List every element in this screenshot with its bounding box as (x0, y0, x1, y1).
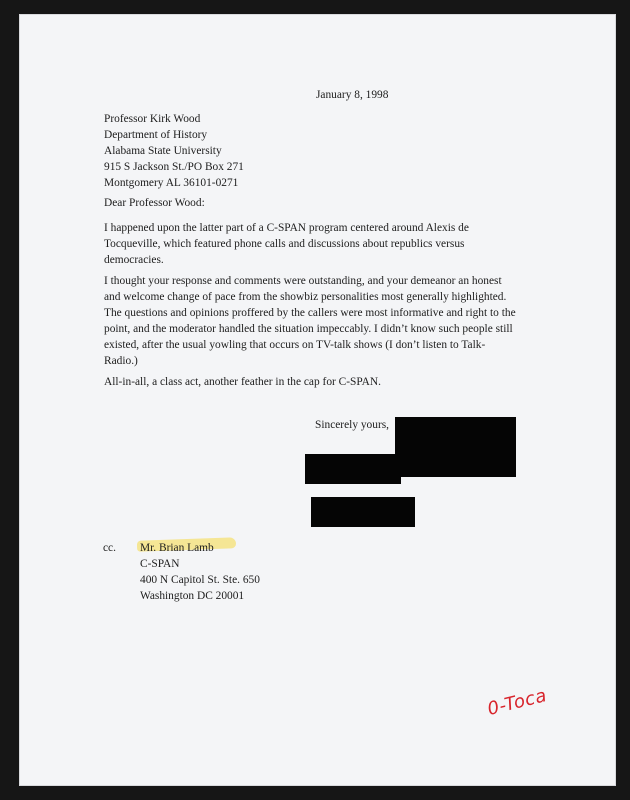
letter-page (19, 14, 616, 786)
redaction-name (305, 454, 401, 484)
paragraph-line: democracies. (104, 254, 164, 266)
recipient-line: Alabama State University (104, 145, 222, 157)
recipient-line: Professor Kirk Wood (104, 113, 201, 125)
paragraph-line: I thought your response and comments were outstanding, and your demeanor an honest (104, 275, 502, 287)
paragraph-line: The questions and opinions proffered by the callers were most informative and right to the (104, 307, 516, 319)
greeting: Dear Professor Wood: (104, 197, 205, 209)
paragraph-2 (104, 273, 516, 369)
cc-label: cc. (103, 542, 116, 554)
paragraph-line: I happened upon the latter part of a C-SPAN program centered around Alexis de (104, 222, 469, 234)
paragraph-line: existed, after the usual yowling that occurs on TV-talk shows (I don’t listen to Talk- (104, 339, 486, 351)
cc-line: 400 N Capitol St. Ste. 650 (140, 574, 260, 586)
paragraph-line: Radio.) (104, 355, 138, 367)
cc-address (140, 540, 260, 604)
paragraph-1 (104, 220, 469, 268)
cc-line: C-SPAN (140, 558, 180, 570)
recipient-line: Department of History (104, 129, 208, 141)
recipient-line: 915 S Jackson St./PO Box 271 (104, 161, 244, 173)
recipient-address (104, 111, 244, 191)
cc-line: Washington DC 20001 (140, 590, 245, 602)
letter-date: January 8, 1998 (316, 89, 389, 101)
paragraph-3: All-in-all, a class act, another feather in the cap for C-SPAN. (104, 376, 381, 388)
redaction-joint (395, 454, 405, 468)
recipient-line: Montgomery AL 36101-0271 (104, 177, 239, 189)
handwritten-note: 0-Toca (485, 685, 550, 720)
paragraph-line: Tocqueville, which featured phone calls and discussions about republics versus (104, 238, 465, 250)
redaction-signature (395, 417, 516, 477)
paragraph-line: point, and the moderator handled the situation impeccably. I didn’t know such people still (104, 323, 513, 335)
redaction-address (311, 497, 415, 527)
closing: Sincerely yours, (315, 419, 390, 431)
cc-line: Mr. Brian Lamb (140, 542, 214, 554)
paragraph-line: and welcome change of pace from the showbiz personalities most generally highlighted. (104, 291, 507, 303)
